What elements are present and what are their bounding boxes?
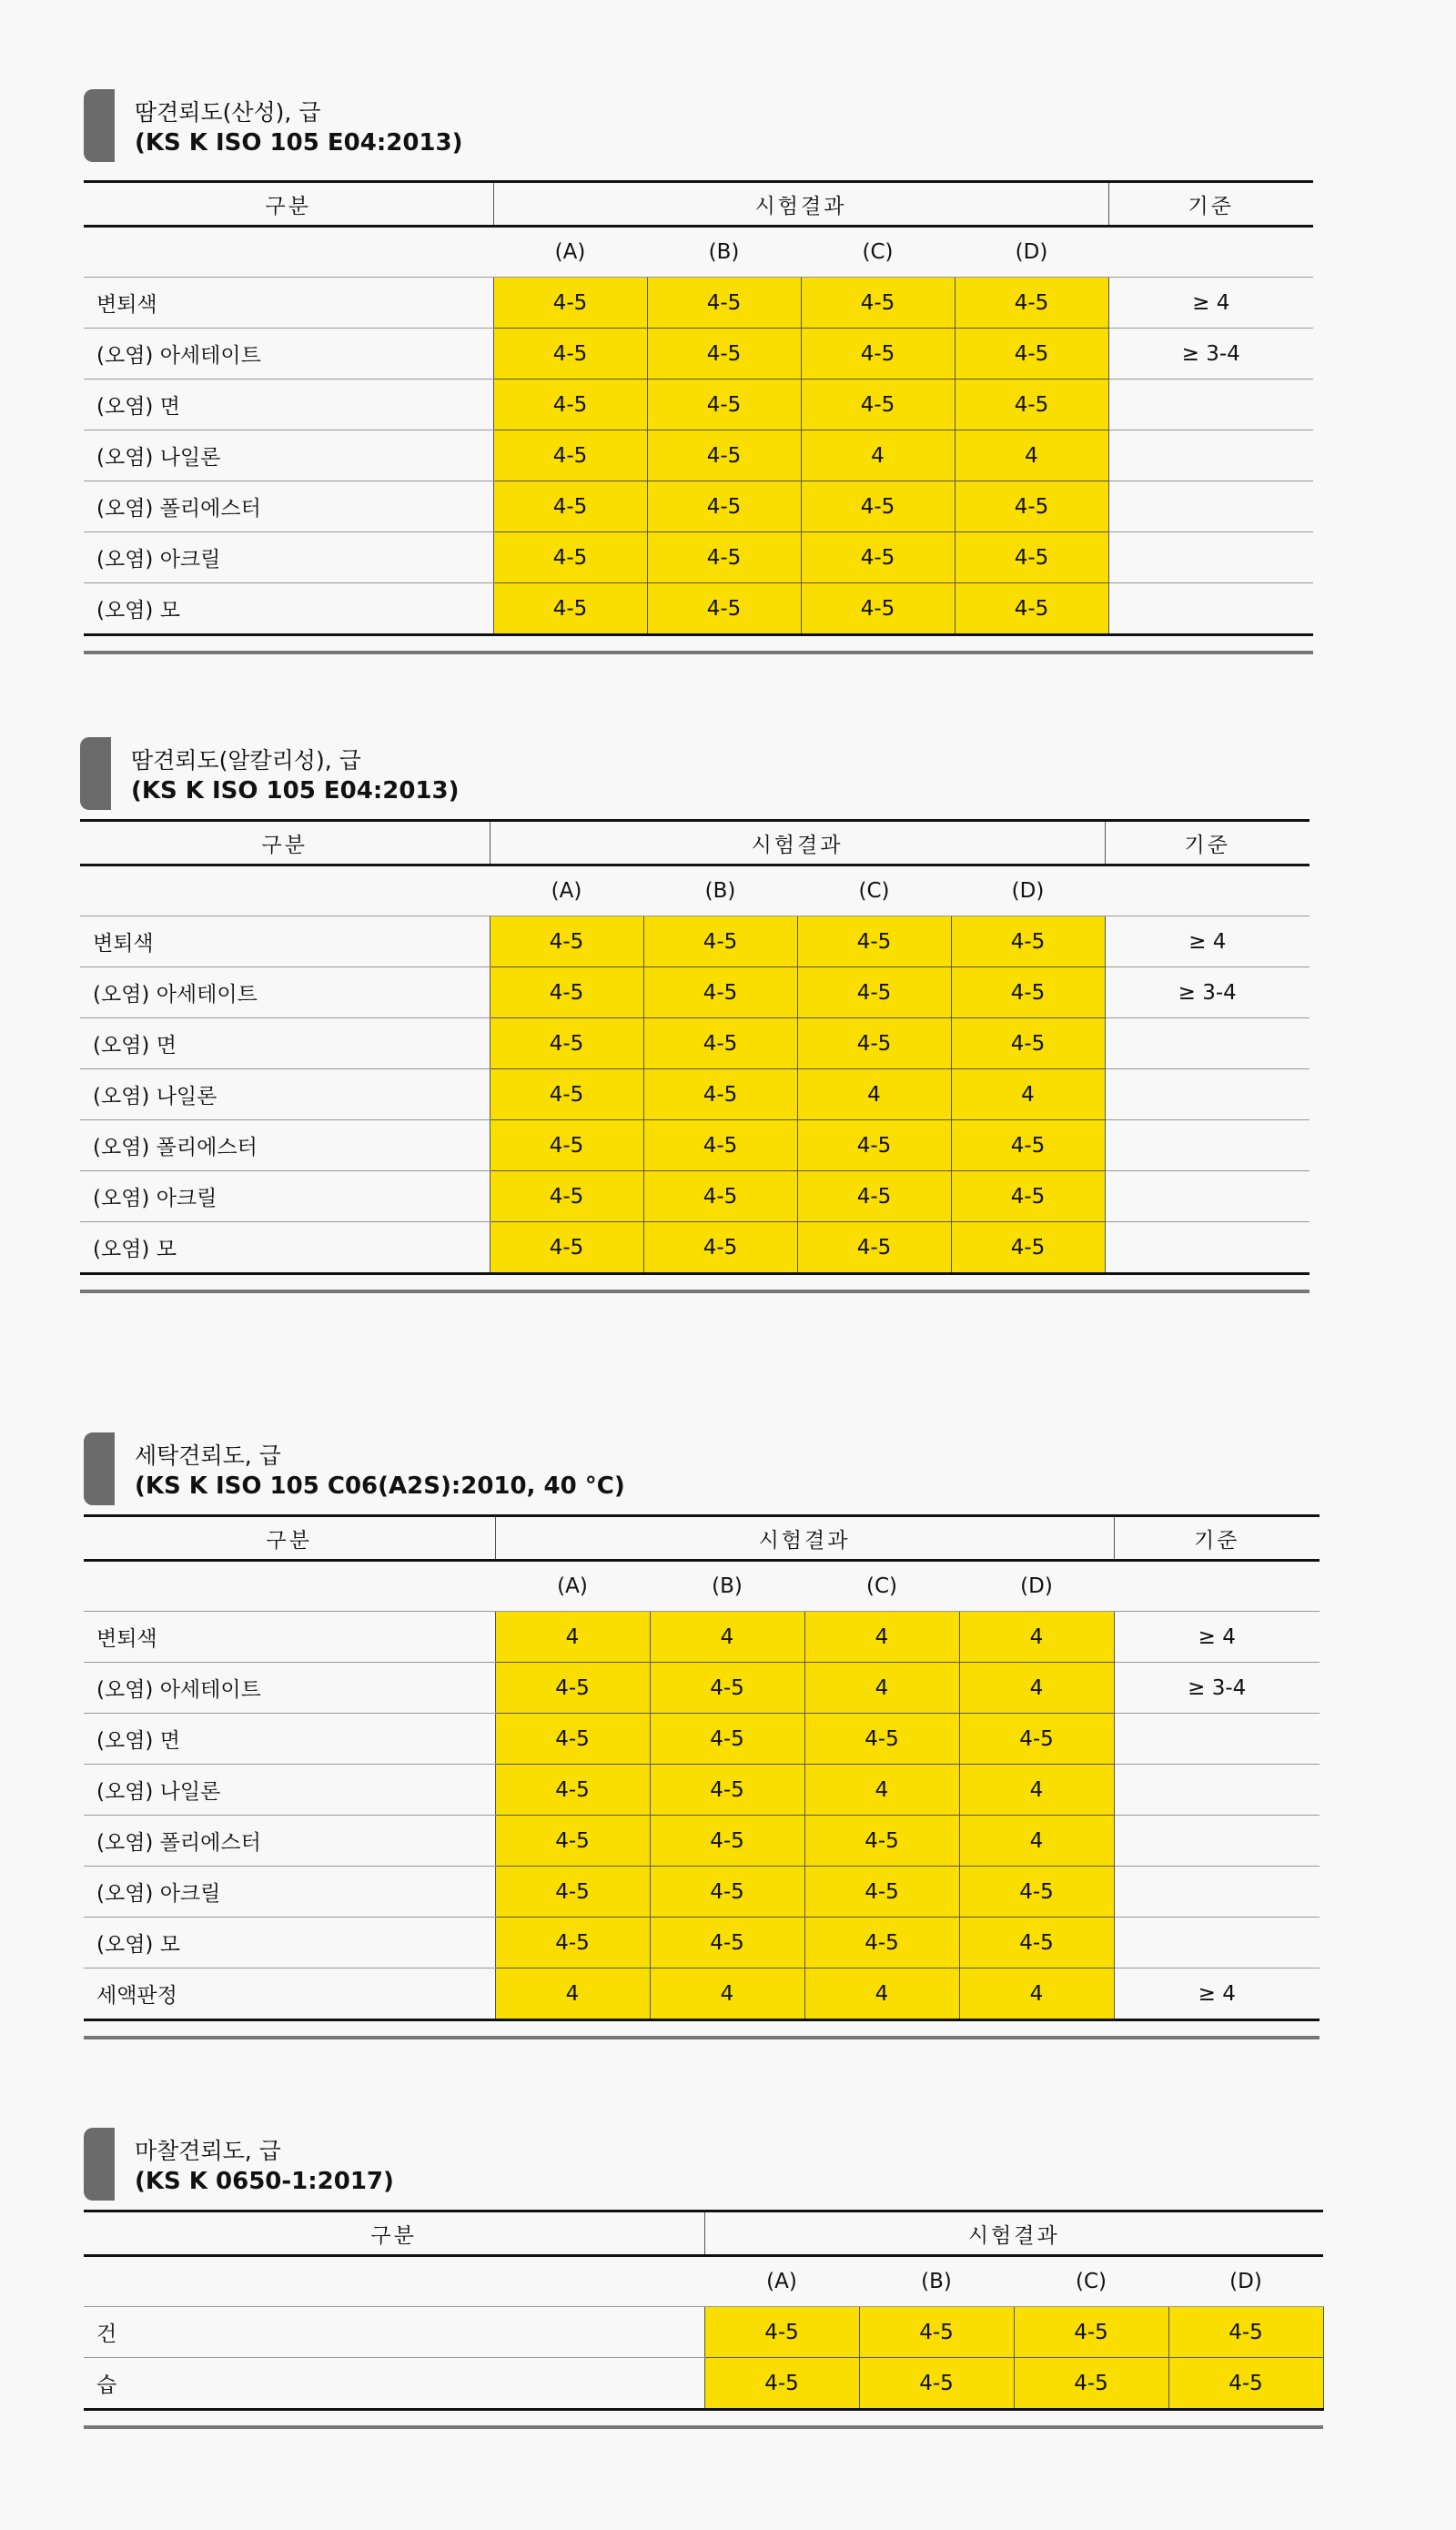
result-cell: 4-5 — [859, 2307, 1014, 2358]
row-label: (오염) 나일론 — [84, 430, 493, 481]
result-cell: 4-5 — [647, 278, 801, 329]
row-label: 건 — [84, 2307, 704, 2358]
result-cell: 4-5 — [493, 532, 647, 583]
result-cell: 4-5 — [951, 1120, 1105, 1171]
section-washing — [84, 1432, 1320, 2039]
result-cell: 4-5 — [490, 967, 643, 1018]
standard-cell — [1114, 1918, 1320, 1968]
result-cell: 4-5 — [797, 967, 951, 1018]
results-table — [84, 180, 1313, 636]
row-label: (오염) 나일론 — [84, 1765, 495, 1816]
row-label: 변퇴색 — [84, 1612, 495, 1663]
standard-cell — [1108, 380, 1313, 430]
table-row — [80, 1018, 1309, 1069]
result-cell: 4-5 — [490, 916, 643, 967]
result-cell: 4 — [804, 1765, 959, 1816]
header-category: 구분 — [84, 2211, 704, 2256]
row-label: (오염) 폴리에스터 — [84, 481, 493, 532]
result-cell: 4-5 — [650, 1867, 804, 1918]
header-result: 시험결과 — [495, 1516, 1114, 1561]
result-cell: 4-5 — [495, 1714, 650, 1765]
result-cell: 4-5 — [797, 1120, 951, 1171]
section-heading — [84, 1432, 1320, 1514]
result-cell: 4-5 — [647, 380, 801, 430]
result-cell: 4-5 — [643, 967, 797, 1018]
table-row — [80, 1120, 1309, 1171]
sample-b-header: (B) — [647, 227, 801, 278]
header-standard: 기준 — [1105, 821, 1309, 865]
table-bottom-rule — [84, 2425, 1323, 2429]
sample-d-header: (D) — [951, 865, 1105, 916]
row-label: (오염) 모 — [80, 1222, 490, 1274]
result-cell: 4-5 — [797, 1222, 951, 1274]
header-standard: 기준 — [1108, 182, 1313, 227]
result-cell: 4-5 — [951, 1018, 1105, 1069]
standard-cell: ≥ 3-4 — [1114, 1663, 1320, 1714]
section-title: 마찰견뢰도, 급 — [135, 2138, 281, 2164]
result-cell: 4-5 — [804, 1816, 959, 1867]
row-label: (오염) 나일론 — [80, 1069, 490, 1120]
result-cell: 4-5 — [704, 2358, 859, 2410]
result-cell: 4-5 — [490, 1222, 643, 1274]
result-cell: 4 — [650, 1968, 804, 2020]
row-label: (오염) 면 — [84, 1714, 495, 1765]
result-cell: 4-5 — [797, 1171, 951, 1222]
standard-cell — [1114, 1714, 1320, 1765]
standard-cell — [1108, 583, 1313, 635]
standard-cell — [1105, 1222, 1309, 1274]
result-cell: 4-5 — [959, 1918, 1114, 1968]
table-row — [84, 278, 1313, 329]
result-cell: 4-5 — [704, 2307, 859, 2358]
row-label: (오염) 폴리에스터 — [80, 1120, 490, 1171]
result-cell: 4 — [959, 1663, 1114, 1714]
table-row — [84, 2307, 1323, 2358]
standard-cell: ≥ 4 — [1108, 278, 1313, 329]
section-marker — [84, 89, 115, 162]
row-label: (오염) 아세테이트 — [84, 329, 493, 380]
result-cell: 4-5 — [1168, 2358, 1323, 2410]
result-cell: 4-5 — [955, 481, 1108, 532]
result-cell: 4-5 — [804, 1918, 959, 1968]
standard-cell — [1108, 481, 1313, 532]
header-result: 시험결과 — [493, 182, 1108, 227]
result-cell: 4-5 — [951, 967, 1105, 1018]
result-cell: 4-5 — [797, 916, 951, 967]
result-cell: 4-5 — [647, 329, 801, 380]
table-row — [84, 329, 1313, 380]
table-row — [84, 2358, 1323, 2410]
result-cell: 4-5 — [647, 481, 801, 532]
header-result: 시험결과 — [704, 2211, 1323, 2256]
section-marker — [84, 1432, 115, 1505]
result-cell: 4-5 — [801, 532, 955, 583]
result-cell: 4-5 — [493, 481, 647, 532]
result-cell: 4 — [650, 1612, 804, 1663]
result-cell: 4-5 — [490, 1120, 643, 1171]
row-label: (오염) 모 — [84, 1918, 495, 1968]
result-cell: 4-5 — [804, 1714, 959, 1765]
result-cell: 4-5 — [490, 1018, 643, 1069]
result-cell: 4-5 — [951, 1171, 1105, 1222]
section-alkaline-perspiration — [80, 737, 1309, 1293]
result-cell: 4-5 — [643, 1120, 797, 1171]
result-cell: 4-5 — [495, 1663, 650, 1714]
table-row — [84, 1714, 1320, 1765]
result-cell: 4 — [959, 1612, 1114, 1663]
section-heading — [84, 2128, 1324, 2210]
sample-d-header: (D) — [1168, 2256, 1323, 2307]
standard-cell: ≥ 4 — [1105, 916, 1309, 967]
row-label: (오염) 면 — [80, 1018, 490, 1069]
result-cell: 4-5 — [495, 1918, 650, 1968]
table-row — [80, 967, 1309, 1018]
table-row — [80, 1171, 1309, 1222]
result-cell: 4-5 — [955, 532, 1108, 583]
result-cell: 4-5 — [951, 1222, 1105, 1274]
result-cell: 4 — [804, 1968, 959, 2020]
table-bottom-rule — [84, 651, 1313, 654]
standard-cell: ≥ 3-4 — [1105, 967, 1309, 1018]
table-row — [80, 1222, 1309, 1274]
standard-cell — [1114, 1816, 1320, 1867]
result-cell: 4-5 — [801, 583, 955, 635]
row-label: 변퇴색 — [80, 916, 490, 967]
results-table — [80, 819, 1309, 1275]
table-row — [84, 1765, 1320, 1816]
sample-c-header: (C) — [801, 227, 955, 278]
result-cell: 4 — [951, 1069, 1105, 1120]
result-cell: 4-5 — [801, 380, 955, 430]
row-label: (오염) 모 — [84, 583, 493, 635]
result-cell: 4 — [955, 430, 1108, 481]
result-cell: 4-5 — [493, 430, 647, 481]
row-label: (오염) 면 — [84, 380, 493, 430]
section-title: 땀견뢰도(산성), 급 — [135, 99, 321, 126]
result-cell: 4-5 — [959, 1867, 1114, 1918]
result-cell: 4-5 — [493, 380, 647, 430]
standard-cell — [1108, 532, 1313, 583]
table-row — [84, 1867, 1320, 1918]
section-method: (KS K ISO 105 E04:2013) — [135, 129, 463, 157]
result-cell: 4-5 — [801, 481, 955, 532]
result-cell: 4-5 — [495, 1816, 650, 1867]
table-row — [84, 481, 1313, 532]
sample-a-header: (A) — [704, 2256, 859, 2307]
row-label: (오염) 아세테이트 — [80, 967, 490, 1018]
table-bottom-rule — [80, 1290, 1309, 1293]
result-cell: 4-5 — [493, 329, 647, 380]
standard-cell — [1114, 1867, 1320, 1918]
row-label: 변퇴색 — [84, 278, 493, 329]
sample-c-header: (C) — [1014, 2256, 1168, 2307]
results-table — [84, 1514, 1320, 2021]
result-cell: 4-5 — [495, 1867, 650, 1918]
row-label: (오염) 아크릴 — [84, 532, 493, 583]
result-cell: 4-5 — [493, 278, 647, 329]
section-heading — [84, 89, 1313, 171]
result-cell: 4 — [495, 1612, 650, 1663]
result-cell: 4 — [959, 1816, 1114, 1867]
row-label: (오염) 아크릴 — [80, 1171, 490, 1222]
result-cell: 4-5 — [643, 1171, 797, 1222]
result-cell: 4-5 — [647, 430, 801, 481]
table-row — [84, 1968, 1320, 2020]
result-cell: 4 — [804, 1612, 959, 1663]
sample-a-header: (A) — [493, 227, 647, 278]
section-rubbing — [84, 2128, 1324, 2429]
result-cell: 4-5 — [951, 916, 1105, 967]
header-standard: 기준 — [1114, 1516, 1320, 1561]
sample-a-header: (A) — [490, 865, 643, 916]
result-cell: 4-5 — [650, 1663, 804, 1714]
section-title: 땀견뢰도(알칼리성), 급 — [131, 747, 361, 774]
standard-cell — [1108, 430, 1313, 481]
result-cell: 4-5 — [490, 1171, 643, 1222]
standard-cell — [1114, 1765, 1320, 1816]
sample-b-header: (B) — [859, 2256, 1014, 2307]
result-cell: 4-5 — [643, 1069, 797, 1120]
section-method: (KS K ISO 105 E04:2013) — [131, 777, 460, 805]
standard-cell — [1105, 1069, 1309, 1120]
table-row — [84, 1918, 1320, 1968]
header-category: 구분 — [80, 821, 490, 865]
result-cell: 4-5 — [859, 2358, 1014, 2410]
section-marker — [84, 2128, 115, 2201]
header-category: 구분 — [84, 1516, 495, 1561]
table-row — [84, 430, 1313, 481]
result-cell: 4-5 — [955, 380, 1108, 430]
result-cell: 4-5 — [493, 583, 647, 635]
table-row — [84, 1663, 1320, 1714]
table-row — [80, 1069, 1309, 1120]
sample-b-header: (B) — [643, 865, 797, 916]
table-row — [84, 1816, 1320, 1867]
section-title: 세탁견뢰도, 급 — [135, 1442, 281, 1469]
section-marker — [80, 737, 111, 810]
section-method: (KS K 0650-1:2017) — [135, 2168, 394, 2195]
result-cell: 4-5 — [804, 1867, 959, 1918]
result-cell: 4-5 — [647, 532, 801, 583]
result-cell: 4-5 — [643, 1018, 797, 1069]
section-method: (KS K ISO 105 C06(A2S):2010, 40 °C) — [135, 1472, 625, 1500]
standard-cell: ≥ 4 — [1114, 1612, 1320, 1663]
sample-d-header: (D) — [955, 227, 1108, 278]
result-cell: 4 — [797, 1069, 951, 1120]
row-label: 습 — [84, 2358, 704, 2410]
result-cell: 4 — [495, 1968, 650, 2020]
sample-d-header: (D) — [959, 1561, 1114, 1612]
standard-cell — [1105, 1018, 1309, 1069]
result-cell: 4-5 — [1014, 2358, 1168, 2410]
result-cell: 4-5 — [801, 329, 955, 380]
table-row — [84, 583, 1313, 635]
header-category: 구분 — [84, 182, 493, 227]
result-cell: 4-5 — [650, 1816, 804, 1867]
result-cell: 4-5 — [1014, 2307, 1168, 2358]
standard-cell — [1105, 1120, 1309, 1171]
result-cell: 4-5 — [643, 1222, 797, 1274]
result-cell: 4-5 — [955, 278, 1108, 329]
sample-b-header: (B) — [650, 1561, 804, 1612]
standard-cell: ≥ 3-4 — [1108, 329, 1313, 380]
result-cell: 4 — [959, 1765, 1114, 1816]
result-cell: 4-5 — [797, 1018, 951, 1069]
result-cell: 4-5 — [650, 1765, 804, 1816]
section-heading — [80, 737, 1309, 819]
row-label: (오염) 아크릴 — [84, 1867, 495, 1918]
result-cell: 4-5 — [1168, 2307, 1323, 2358]
results-table — [84, 2210, 1324, 2411]
result-cell: 4-5 — [801, 278, 955, 329]
result-cell: 4 — [959, 1968, 1114, 2020]
sample-c-header: (C) — [804, 1561, 959, 1612]
result-cell: 4-5 — [650, 1714, 804, 1765]
result-cell: 4-5 — [647, 583, 801, 635]
table-row — [80, 916, 1309, 967]
table-bottom-rule — [84, 2036, 1320, 2039]
result-cell: 4 — [804, 1663, 959, 1714]
sample-c-header: (C) — [797, 865, 951, 916]
section-acid-perspiration — [84, 89, 1313, 654]
table-row — [84, 532, 1313, 583]
result-cell: 4-5 — [955, 329, 1108, 380]
result-cell: 4-5 — [955, 583, 1108, 635]
header-result: 시험결과 — [490, 821, 1105, 865]
result-cell: 4-5 — [959, 1714, 1114, 1765]
table-row — [84, 1612, 1320, 1663]
result-cell: 4-5 — [495, 1765, 650, 1816]
table-row — [84, 380, 1313, 430]
result-cell: 4-5 — [650, 1918, 804, 1968]
row-label: 세액판정 — [84, 1968, 495, 2020]
result-cell: 4-5 — [643, 916, 797, 967]
result-cell: 4 — [801, 430, 955, 481]
sample-a-header: (A) — [495, 1561, 650, 1612]
row-label: (오염) 폴리에스터 — [84, 1816, 495, 1867]
standard-cell: ≥ 4 — [1114, 1968, 1320, 2020]
row-label: (오염) 아세테이트 — [84, 1663, 495, 1714]
result-cell: 4-5 — [490, 1069, 643, 1120]
standard-cell — [1105, 1171, 1309, 1222]
